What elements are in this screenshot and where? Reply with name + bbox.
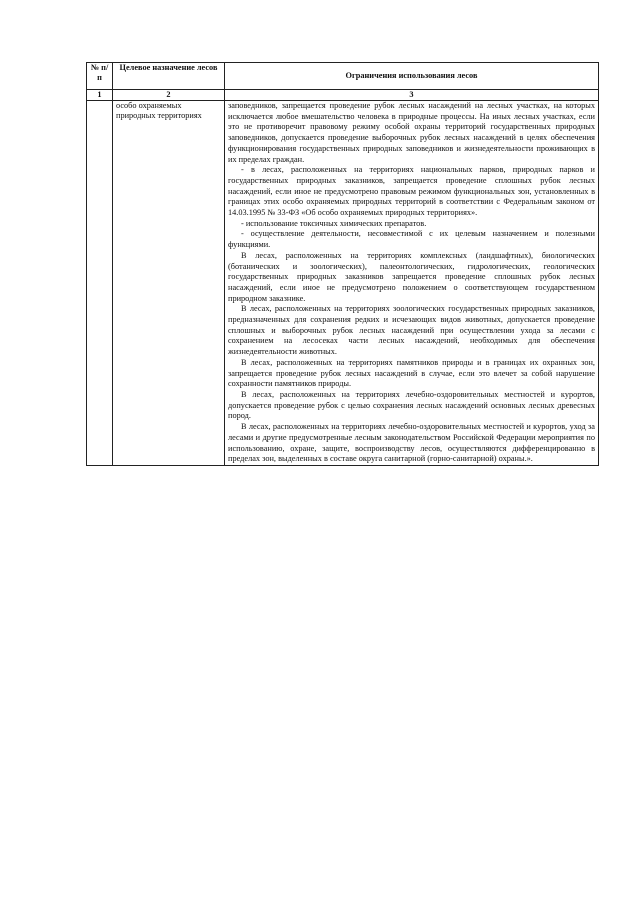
restriction-paragraph: В лесах, расположенных на территориях памятников природы и в границах их охранных зон, запрещается проведение рубок лесных насаждений в случае, если это влечет за собой нарушение сохранности памятников природы. bbox=[228, 357, 595, 389]
column-numbering-row bbox=[87, 90, 599, 101]
header-restrictions: Ограничения использования лесов bbox=[225, 63, 599, 90]
restriction-paragraph: заповедников, запрещается проведение рубок лесных насаждений на лесных участках, на которых исключается любое вмешательство человека в природные процессы. На иных лесных участках, если это не противоречит правовому режиму особой охраны территорий государственных природных заповедников, допускается проведение выборочных рубок лесных насаждений в целях обеспечения функционирования государственных природных заповедников и жизнедеятельности проживающих в их пределах граждан. bbox=[228, 101, 595, 164]
table-header-row bbox=[87, 63, 599, 90]
restriction-paragraph: В лесах, расположенных на территориях лечебно-оздоровительных местностей и курортов, допускается проведение рубок с целью сохранения лесных насаждений основных лесных древесных пород. bbox=[228, 389, 595, 421]
restriction-paragraph: - осуществление деятельности, несовместимой с их целевым назначением и полезными функциями. bbox=[228, 229, 595, 250]
header-purpose: Целевое назначение лесов bbox=[113, 63, 225, 90]
restriction-paragraph: В лесах, расположенных на территориях комплексных (ландшафтных), биологических (ботанических и зоологических), палеонтологических, гидрологических, геологических государственных природных заказников запрещается проведение сплошных рубок лесных насаждений, если иное не предусмотрено положением о соответствующем государственном природном заказнике. bbox=[228, 250, 595, 303]
purpose-cell: особо охраняемых природных территориях bbox=[113, 101, 225, 466]
table-row bbox=[87, 101, 599, 466]
restriction-paragraph: - использование токсичных химических препаратов. bbox=[241, 218, 427, 228]
restrictions-table bbox=[86, 62, 599, 466]
restriction-paragraph: - в лесах, расположенных на территориях национальных парков, природных парков и государственных природных заказников, запрещается проведение сплошных рубок лесных насаждений, если иное не предусмотрено правовым режимом функциональных зон, установленных в границах этих особо охраняемых природных территорий в соответствии с Федеральным законом от 14.03.1995 № 33-ФЗ «Об особо охраняемых природных территориях». bbox=[228, 165, 595, 218]
row-number-cell bbox=[87, 101, 113, 466]
column-number-2: 2 bbox=[113, 90, 225, 101]
header-number: № п/п bbox=[87, 63, 113, 90]
restriction-paragraph: В лесах, расположенных на территориях лечебно-оздоровительных местностей и курортов, уход за лесами и другие предусмотренные лесным законодательством Российской Федерации мероприятия по использованию, охране, защите, воспроизводству лесов, осуществляются дифференцированно в пределах зон, выделенных в составе округа санитарной (горно-санитарной) охраны.». bbox=[228, 422, 595, 464]
column-number-1: 1 bbox=[87, 90, 113, 101]
restriction-paragraph: В лесах, расположенных на территориях зоологических государственных природных заказников, предназначенных для сохранения редких и исчезающих видов животных, допускается проведение сплошных и выборочных рубок лесных насаждений при осуществлении ухода за лесами с сохранением на лесосеках части лесных насаждений, необходимых для обеспечения жизнедеятельности животных. bbox=[228, 304, 595, 357]
restrictions-cell bbox=[225, 101, 599, 466]
column-number-3: 3 bbox=[225, 90, 599, 101]
